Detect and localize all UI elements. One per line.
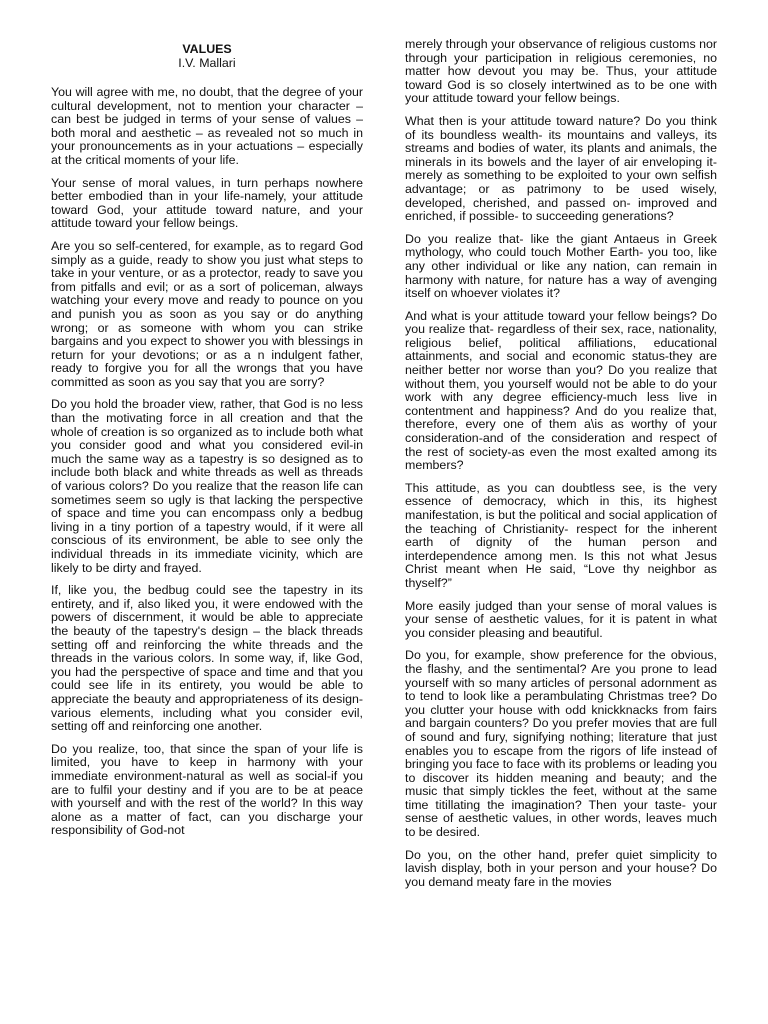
paragraph: Are you so self-centered, for example, as to regard God simply as a guide, ready to show you just what steps to take in your venture, or as a protector, ready to save you from pitfalls and evil; or as a sort of policeman, always watching your every move and ready to pounce on you and punish you as soon as you say or do anything wrong; or as someone with whom you can strike bargains and you expect to shower you with blessings in return for your devotions; or as a n indulgent father, ready to forgive you for all the wrongs that you have committed as soon as you say that you are sorry? [51,238,363,389]
document-header [51,42,363,70]
document-author: I.V. Mallari [178,56,236,70]
paragraph: Do you realize that- like the giant Antaeus in Greek mythology, who could touch Mother Earth- you too, like any other individual or like any nation, can remain in harmony with nature, for nature has a way of avenging itself on whoever violates it? [405,231,717,301]
left-column [51,42,363,847]
paragraph: This attitude, as you can doubtless see, is the very essence of democracy, which in this, its highest manifestation, is but the political and social application of the teaching of Christianity- respect for the inherent earth of dignity of the human person and interdependence among men. Is this not what Jesus Christ meant when He said, “Love thy neighbor as thyself?” [405,480,717,590]
paragraph: You will agree with me, no doubt, that the degree of your cultural development, not to mention your character – can best be judged in terms of your sense of values – both moral and aesthetic – as revealed not so much in your pronouncements as in your actuations – especially at the critical moments of your life. [51,85,363,167]
paragraph: More easily judged than your sense of moral values is your sense of aesthetic values, for it is patent in what you consider pleasing and beautiful. [405,598,717,640]
paragraph: And what is your attitude toward your fellow beings? Do you realize that- regardless of their sex, race, nationality, religious belief, political affiliations, educational attainments, and social and economic status-they are neither better nor worse than you? Do you realize that without them, you yourself would not be able to do your work with any degree efficiency-much less live in contentment and happiness? And do you realize that, therefore, every one of them a\is as worthy of your consideration-and of the consideration and respect of the rest of society-as even the most exalted among its members? [405,308,717,473]
paragraph: merely through your observance of religious customs nor through your participation in religious ceremonies, no matter how devout you may be. Thus, your attitude toward God is so closely intertwined as to be one with your attitude toward your fellow beings. [405,37,717,106]
paragraph: What then is your attitude toward nature? Do you think of its boundless wealth- its mountains and valleys, its streams and bodies of water, its plants and animals, the minerals in its bowels and the layer of air enveloping it- merely as something to be exploited to your own selfish advantage; or as patrimony to be used wisely, developed, cherished, and passed on- improved and enriched, if possible- to succeeding generations? [405,113,717,224]
paragraph: Do you hold the broader view, rather, that God is no less than the motivating force in all creation and that the whole of creation is so organized as to include both what you consider good and what you considered evil-in much the same way as a tapestry is so designed as to include both black and white threads as well as threads of various colors? Do you realize that the reason life can sometimes seem so ugly is that lacking the perspective of space and time you can encompass only a bedbug living in a tiny portion of a tapestry would, if it were all conscious of its environment, be able to see only the individual threads in its immediate vicinity, which are likely to be dirty and frayed. [51,397,363,575]
paragraph: Your sense of moral values, in turn perhaps nowhere better embodied than in your life-namely, your attitude toward God, your attitude toward nature, and your attitude toward your fellow beings. [51,175,363,231]
right-column [405,38,717,898]
paragraph: If, like you, the bedbug could see the tapestry in its entirety, and if, also liked you, it were endowed with the powers of discernment, it would be able to appreciate the beauty of the tapestry's design – the black threads setting off and reinforcing the white threads and the threads in the various colors. In some way, if, like God, you had the perspective of space and time and that you could see life in its entirety, you would be able to appreciate the beauty and appropriateness of its design- various elements, including what you consider evil, setting off and reinforcing one another. [51,583,363,734]
paragraph: Do you, on the other hand, prefer quiet simplicity to lavish display, both in your person and your house? Do you demand meaty fare in the movies [405,847,717,889]
paragraph: Do you, for example, show preference for the obvious, the flashy, and the sentimental? Are you prone to lead yourself with so many articles of personal adornment as to tend to look like a perambulating Christmas tree? Do you clutter your house with odd knickknacks from fairs and bargain counters? Do you prefer movies that are full of sound and fury, signifying nothing; literature that just enables you to escape from the rigors of life instead of bringing you face to face with its problems or leading you to discover its hidden meaning and beauty; and the music that simply tickles the feet, without at the same time titillating the imagination? Then your taste- your sense of aesthetic values, in other words, leaves much to be desired. [405,648,718,840]
document-title: VALUES [182,42,232,56]
paragraph: Do you realize, too, that since the span of your life is limited, you have to keep in harmony with your immediate environment-natural as well as social-if you are to fulfil your destiny and if you are to be at peace with yourself and with the rest of the world? In this way alone as a matter of fact, can you discharge your responsibility of God-not [51,741,363,838]
